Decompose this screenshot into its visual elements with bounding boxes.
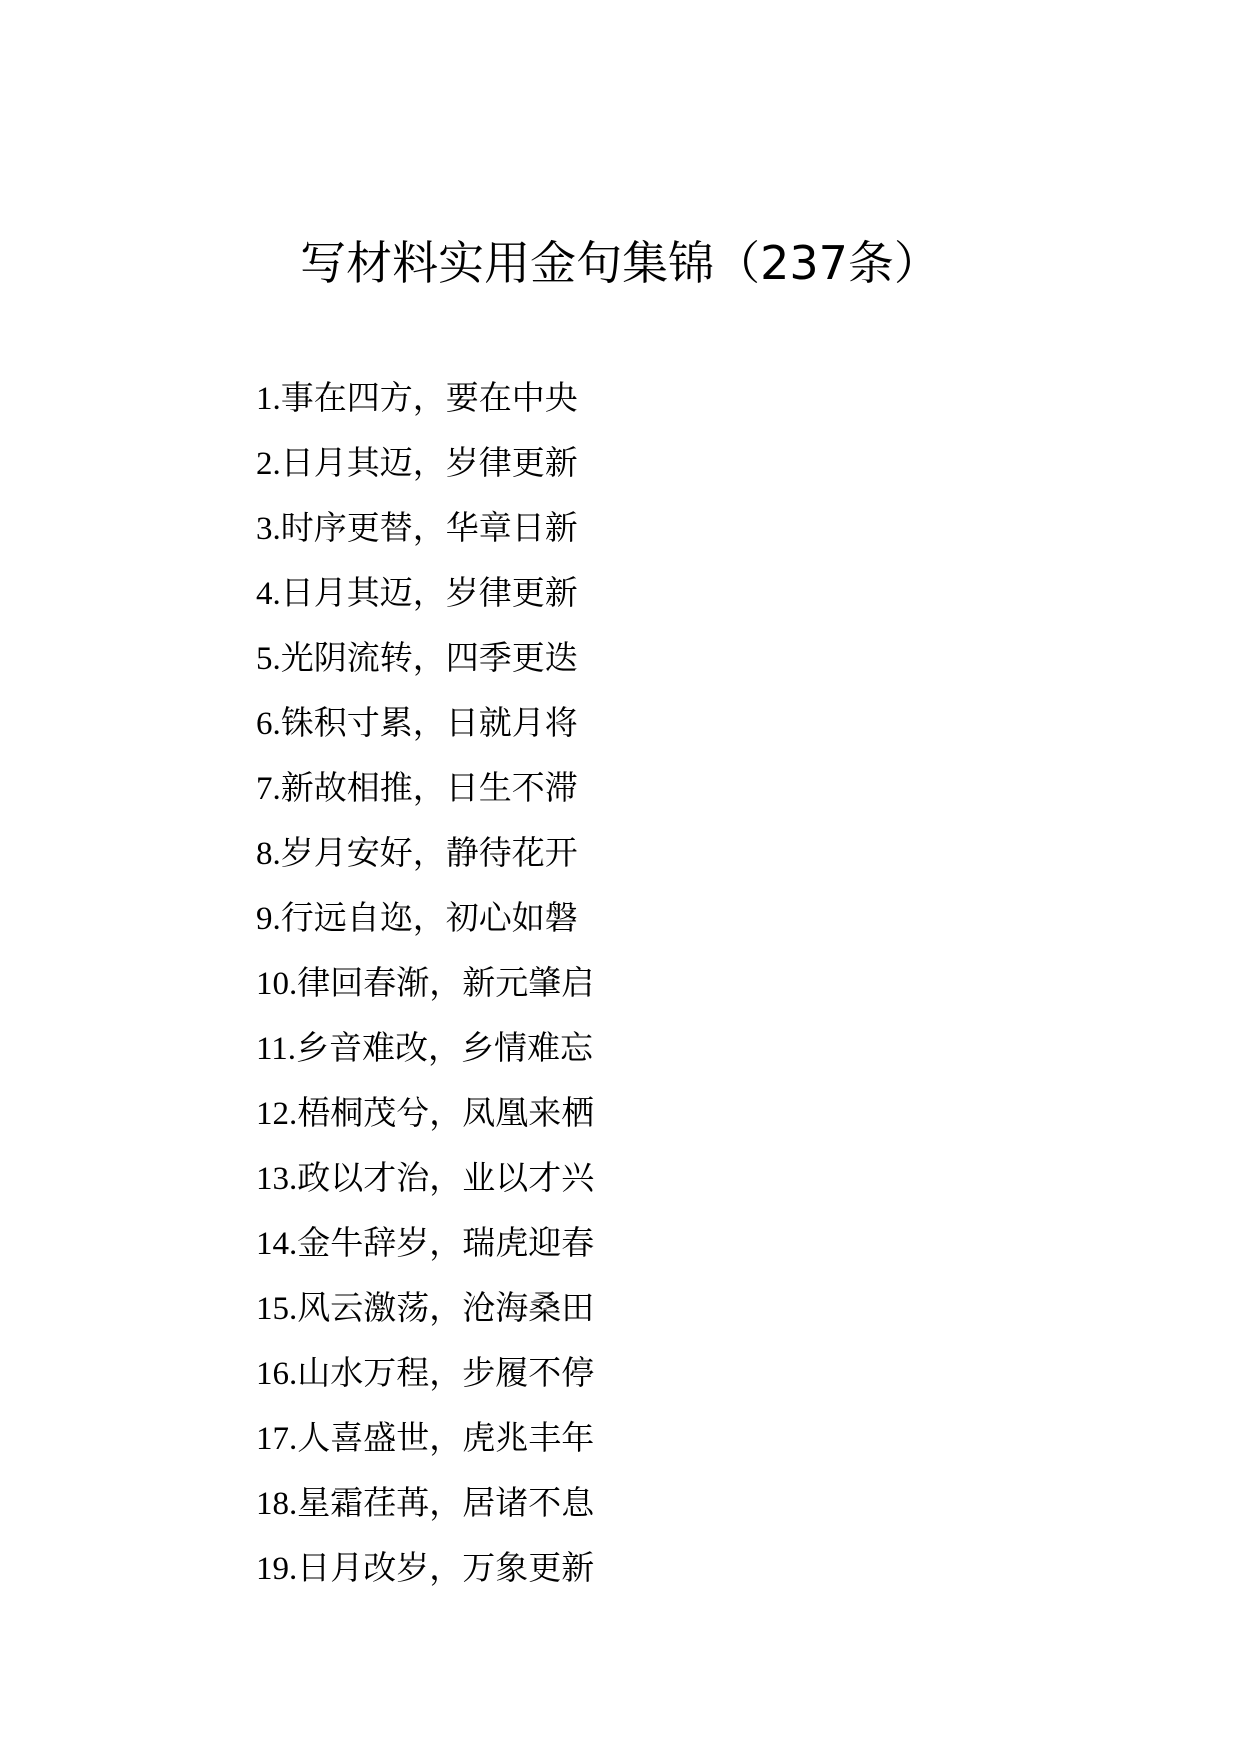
item-text: 新故相推，日生不滞: [280, 768, 578, 807]
item-text: 金牛辞岁，瑞虎迎春: [297, 1223, 595, 1262]
item-number: 8.: [256, 836, 281, 872]
item-text: 光阴流转，四季更迭: [280, 638, 578, 677]
list-item: [256, 430, 594, 495]
item-number: 6.: [256, 706, 281, 742]
list-item: [256, 1470, 594, 1535]
item-number: 18.: [256, 1486, 298, 1522]
item-number: 1.: [256, 381, 281, 417]
item-number: 4.: [256, 576, 281, 612]
item-text: 日月其迈，岁律更新: [280, 573, 578, 612]
list-item: [256, 1080, 594, 1145]
item-number: 3.: [256, 511, 281, 547]
item-text: 人喜盛世，虎兆丰年: [297, 1418, 595, 1457]
list-item: [256, 1405, 594, 1470]
item-number: 14.: [256, 1226, 298, 1262]
item-text: 星霜荏苒，居诸不息: [297, 1483, 595, 1522]
item-number: 16.: [256, 1356, 298, 1392]
item-text: 乡音难改，乡情难忘: [296, 1028, 594, 1067]
list-item: [256, 1015, 594, 1080]
item-number: 10.: [256, 966, 298, 1002]
list-item: [256, 365, 594, 430]
item-text: 行远自迩，初心如磐: [280, 898, 578, 937]
item-number: 19.: [256, 1551, 298, 1587]
list-item: [256, 1535, 594, 1600]
item-number: 17.: [256, 1421, 298, 1457]
item-text: 时序更替，华章日新: [280, 508, 578, 547]
item-text: 铢积寸累，日就月将: [280, 703, 578, 742]
item-text: 风云激荡，沧海桑田: [297, 1288, 595, 1327]
item-number: 12.: [256, 1096, 298, 1132]
list-item: [256, 690, 594, 755]
list-item: [256, 1210, 594, 1275]
item-text: 日月其迈，岁律更新: [280, 443, 578, 482]
item-text: 日月改岁，万象更新: [297, 1548, 595, 1587]
list-item: [256, 1145, 594, 1210]
quote-list: [256, 365, 594, 1600]
item-text: 岁月安好，静待花开: [280, 833, 578, 872]
item-number: 2.: [256, 446, 281, 482]
list-item: [256, 560, 594, 625]
item-number: 7.: [256, 771, 281, 807]
item-text: 梧桐茂兮，凤凰来栖: [297, 1093, 595, 1132]
list-item: [256, 495, 594, 560]
list-item: [256, 820, 594, 885]
list-item: [256, 885, 594, 950]
item-number: 15.: [256, 1291, 298, 1327]
list-item: [256, 755, 594, 820]
item-text: 事在四方，要在中央: [280, 378, 578, 417]
item-text: 律回春渐，新元肇启: [297, 963, 595, 1002]
item-text: 政以才治，业以才兴: [297, 1158, 595, 1197]
item-number: 9.: [256, 901, 281, 937]
document-title: 写材料实用金句集锦（237条）: [300, 236, 940, 290]
list-item: [256, 625, 594, 690]
item-number: 5.: [256, 641, 281, 677]
list-item: [256, 1340, 594, 1405]
item-text: 山水万程，步履不停: [297, 1353, 595, 1392]
item-number: 11.: [256, 1031, 297, 1067]
item-number: 13.: [256, 1161, 298, 1197]
list-item: [256, 1275, 594, 1340]
list-item: [256, 950, 594, 1015]
